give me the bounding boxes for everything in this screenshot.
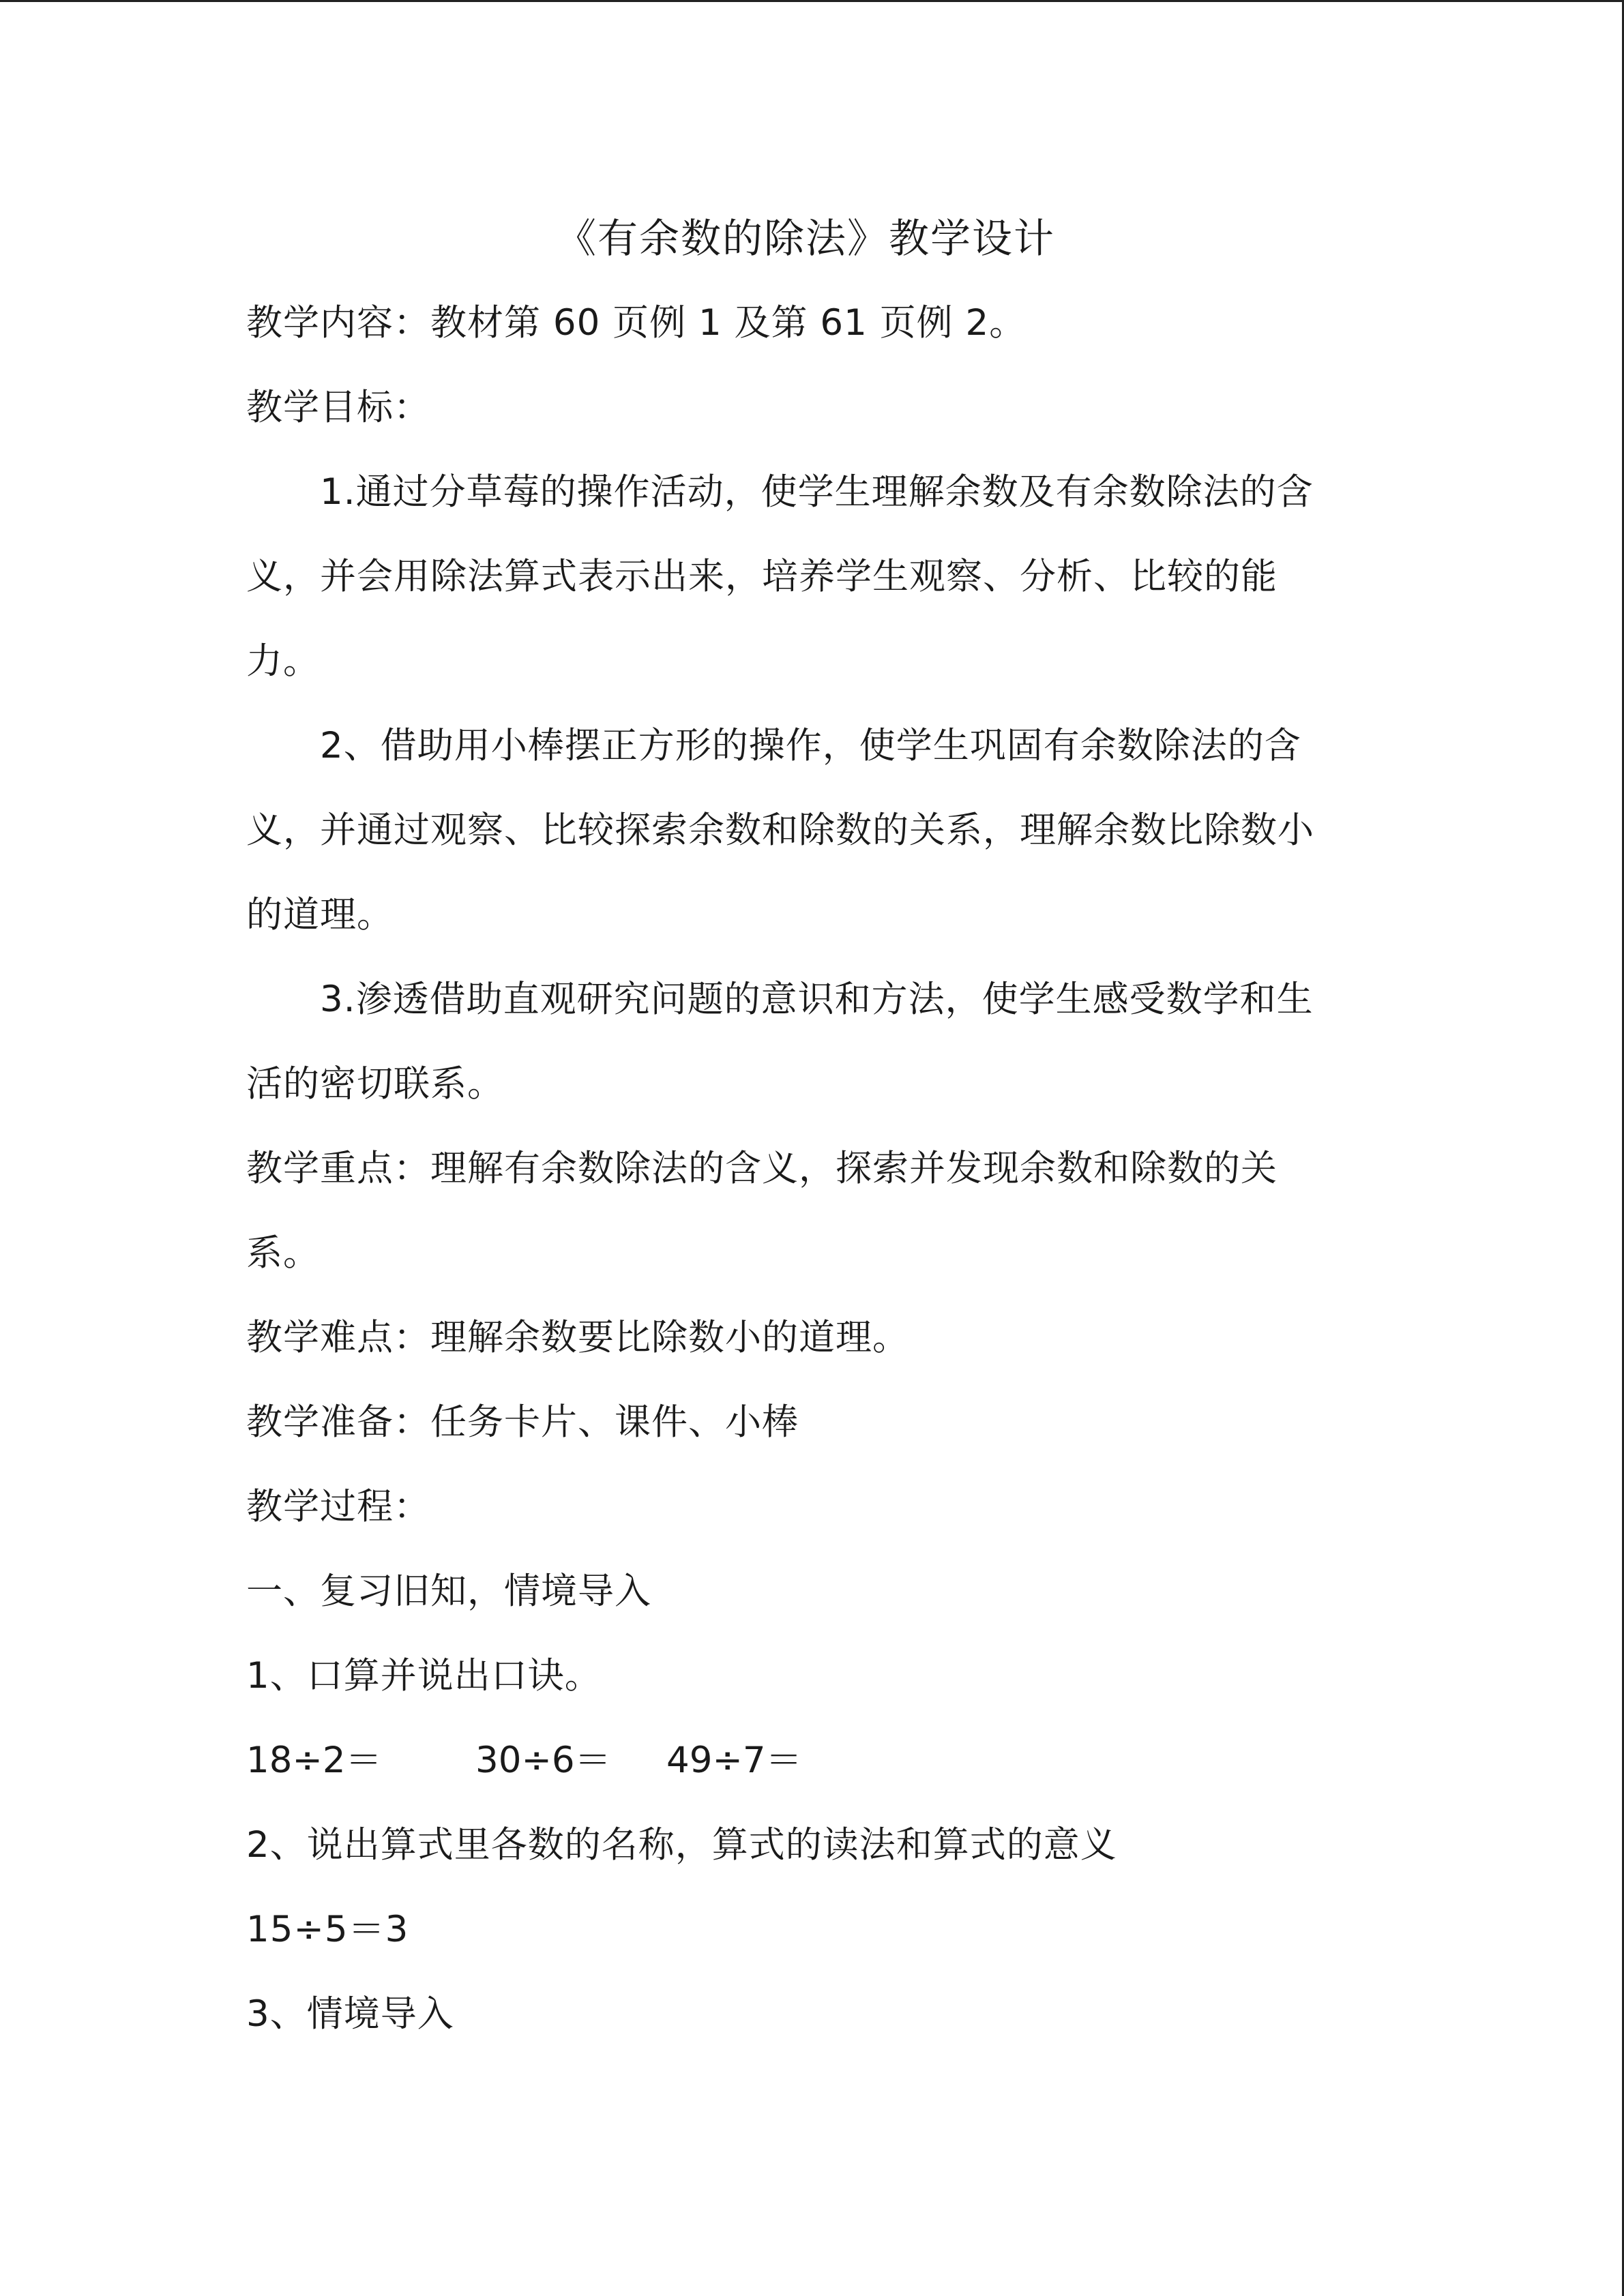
preparation-line: 教学准备：任务卡片、课件、小棒	[246, 1401, 799, 1443]
teaching-goals-heading: 教学目标：	[246, 387, 430, 428]
step-3-line: 3、情境导入	[246, 1993, 454, 2035]
difficulty-line: 教学难点：理解余数要比除数小的道理。	[246, 1317, 909, 1358]
teaching-content-line: 教学内容：教材第 60 页例 1 及第 61 页例 2。	[246, 302, 1027, 344]
goal-2-line-2: 义，并通过观察、比较探索余数和除数的关系，理解余数比除数小	[246, 809, 1314, 851]
goal-1-line-1: 1.通过分草莓的操作活动，使学生理解余数及有余数除法的含	[320, 471, 1314, 513]
step-2-line: 2、说出算式里各数的名称，算式的读法和算式的意义	[246, 1824, 1117, 1866]
goal-3-line-1: 3.渗透借助直观研究问题的意识和方法，使学生感受数学和生	[320, 979, 1314, 1020]
goal-1-line-2: 义，并会用除法算式表示出来，培养学生观察、分析、比较的能	[246, 556, 1278, 597]
goal-1-line-3: 力。	[246, 640, 320, 682]
page-border-top	[0, 0, 1624, 2]
goal-2-line-3: 的道理。	[246, 894, 394, 936]
expression-1: 18÷2＝	[246, 1740, 382, 1781]
expression-3: 49÷7＝	[666, 1740, 802, 1781]
example-expression-line: 15÷5＝3	[246, 1909, 409, 1950]
goal-3-line-2: 活的密切联系。	[246, 1063, 504, 1105]
document-title: 《有余数的除法》教学设计	[555, 215, 1055, 262]
section-1-heading: 一、复习旧知，情境导入	[246, 1570, 651, 1612]
key-points-line-1: 教学重点：理解有余数除法的含义，探索并发现余数和除数的关	[246, 1148, 1278, 1189]
expression-2: 30÷6＝	[475, 1740, 611, 1781]
goal-2-line-1: 2、借助用小棒摆正方形的操作，使学生巩固有余数除法的含	[320, 725, 1301, 766]
process-heading: 教学过程：	[246, 1486, 430, 1527]
key-points-line-2: 系。	[246, 1232, 320, 1274]
step-1-line: 1、口算并说出口诀。	[246, 1655, 602, 1697]
